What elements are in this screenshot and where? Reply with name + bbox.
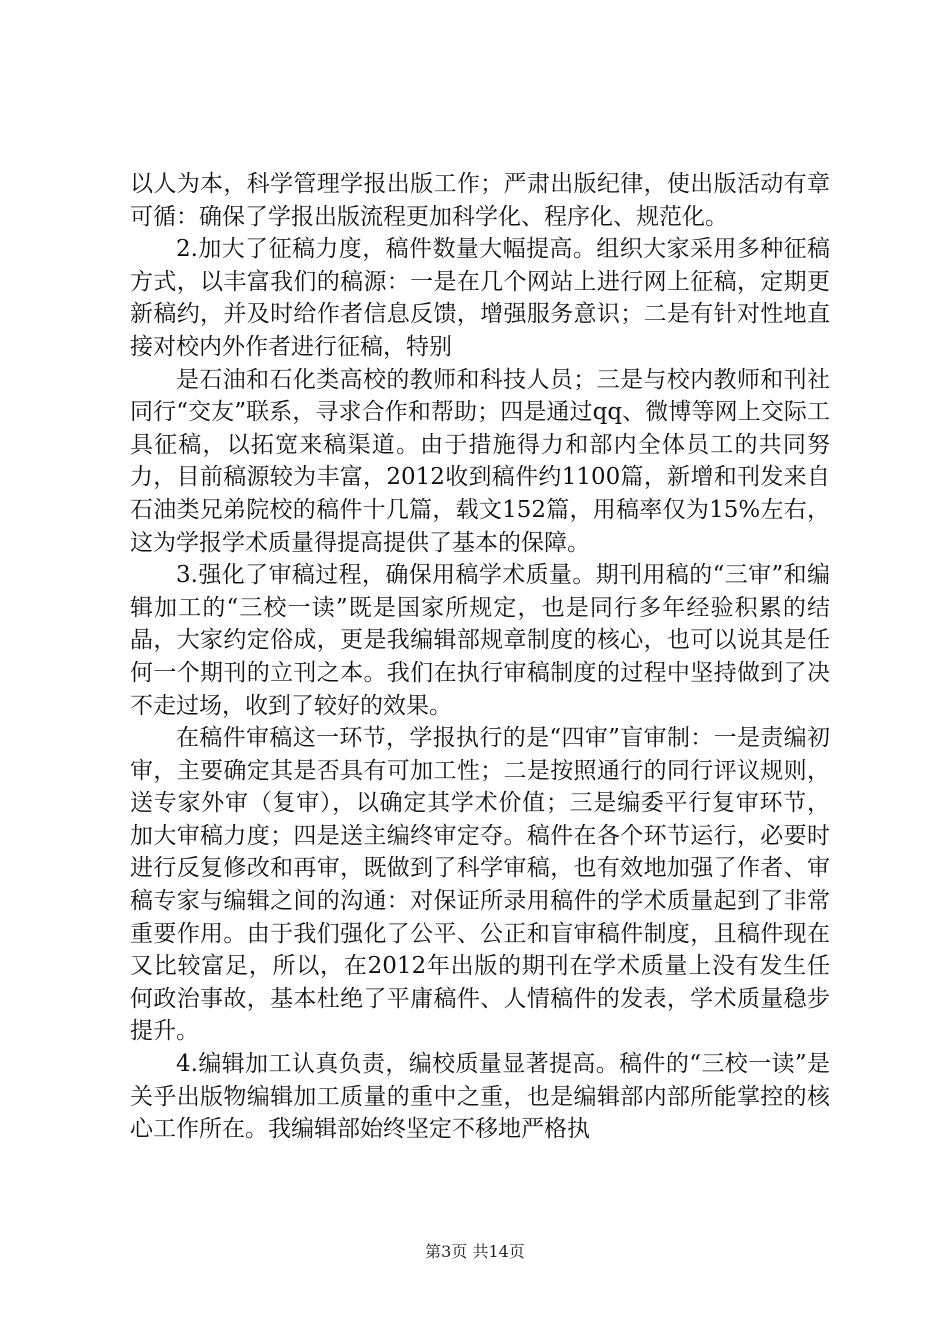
page-number-footer: 第3页 共14页 [425,1242,525,1261]
paragraph-review-process: 在稿件审稿这一环节，学报执行的是“四审”盲审制：一是责编初审，主要确定其是否具有可加工性；二是按照通行的同行评议规则，送专家外审（复审），以确定其学术价值；三是编委平行复审环节，加大审稿力度；四是送主编终审定夺。稿件在各个环节运行，必要时进行反复修改和再审，既做到了科学审稿，也有效地加强了作者、审稿专家与编辑之间的沟通：对保证所录用稿件的学术质量起到了非常重要作用。由于我们强化了公平、公正和盲审稿件制度，且稿件现在又比较富足，所以，在2012年出版的期刊在学术质量上没有发生任何政治事故，基本杜绝了平庸稿件、人情稿件的发表，学术质量稳步提升。 [130,725,830,1045]
paragraph-item-2-continued: 是石油和石化类高校的教师和科技人员；三是与校内教师和刊社同行“交友”联系，寻求合作和帮助；四是通过qq、微博等网上交际工具征稿，以拓宽来稿渠道。由于措施得力和部内全体员工的共同努力，目前稿源较为丰富，2012收到稿件约1100篇，新增和刊发来自石油类兄弟院校的稿件十几篇，载文152篇，用稿率仅为15%左右，这为学报学术质量得提高提供了基本的保障。 [130,366,830,556]
paragraph-continuation: 以人为本，科学管理学报出版工作；严肃出版纪律，使出版活动有章可循：确保了学报出版流程更加科学化、程序化、规范化。 [130,171,830,230]
paragraph-item-2: 2.加大了征稿力度，稿件数量大幅提高。组织大家采用多种征稿方式，以丰富我们的稿源：一是在几个网站上进行网上征稿，定期更新稿约，并及时给作者信息反馈，增强服务意识；二是有针对性地直接对校内外作者进行征稿，特别 [130,236,830,360]
document-body [130,168,830,1146]
paragraph-item-4: 4.编辑加工认真负责，编校质量显著提高。稿件的“三校一读”是关乎出版物编辑加工质量的重中之重，也是编辑部内部所能掌控的核心工作所在。我编辑部始终坚定不移地严格执 [130,1051,830,1143]
paragraph-item-3: 3.强化了审稿过程，确保用稿学术质量。期刊用稿的“三审”和编辑加工的“三校一读”既是国家所规定，也是同行多年经验积累的结晶，大家约定俗成，更是我编辑部规章制度的核心，也可以说其是任何一个期刊的立刊之本。我们在执行审稿制度的过程中坚持做到了决不走过场，收到了较好的效果。 [130,562,830,719]
